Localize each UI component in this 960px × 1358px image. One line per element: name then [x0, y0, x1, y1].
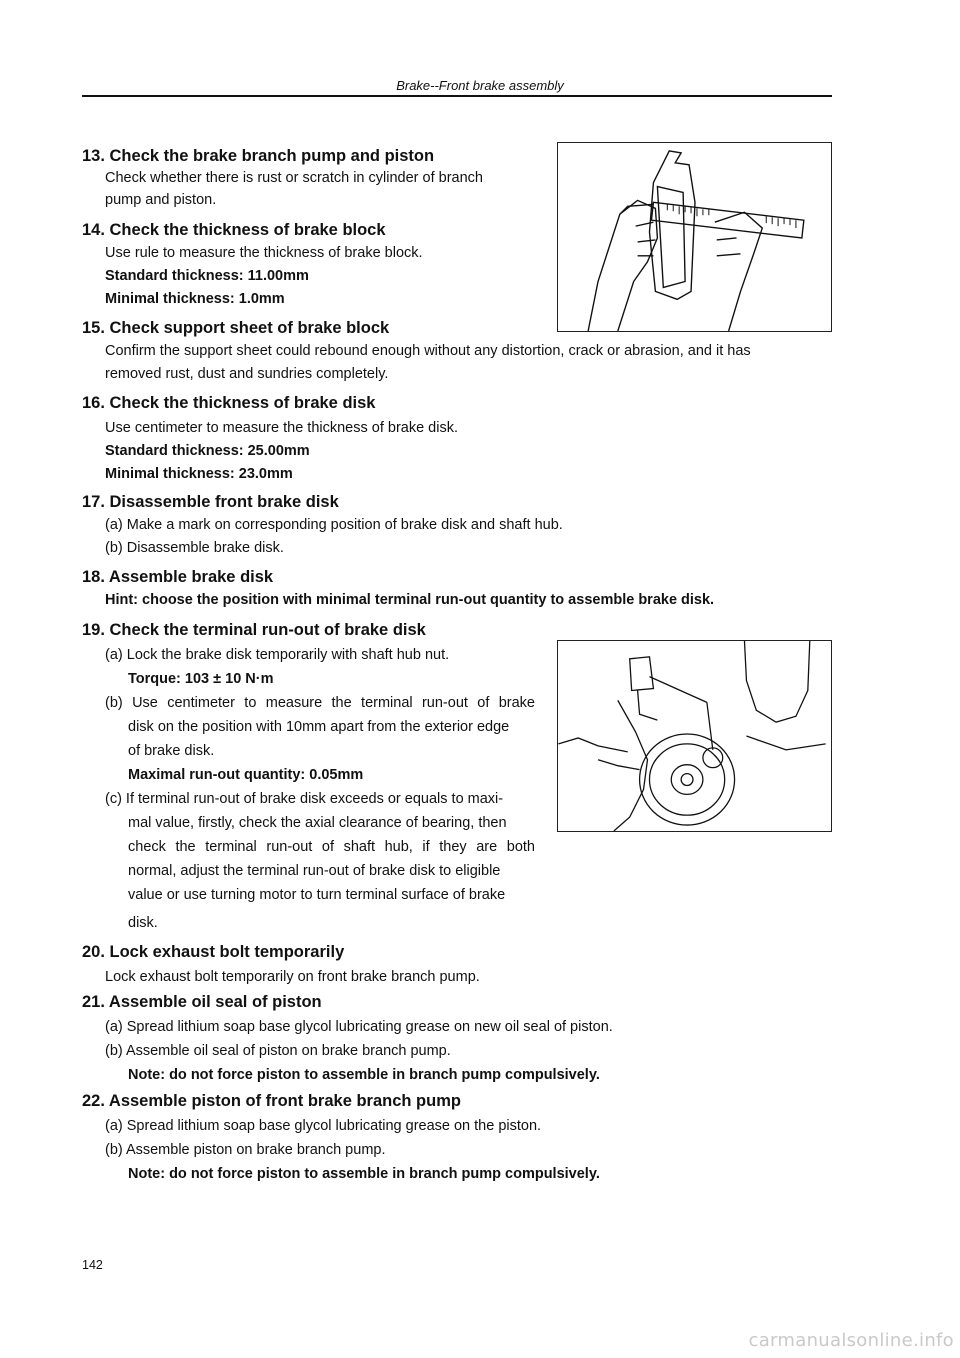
- section-15: [82, 318, 751, 384]
- section-17-line-2: (b) Disassemble brake disk.: [105, 540, 284, 556]
- section-21-heading: 21. Assemble oil seal of piston: [82, 993, 322, 1011]
- section-15-line-2: removed rust, dust and sundries completely.: [105, 366, 389, 382]
- brake-block-measure-figure: [557, 142, 832, 332]
- section-19-line-c2: mal value, firstly, check the axial clearance of bearing, then: [128, 815, 507, 831]
- header-rule: [82, 95, 832, 97]
- section-22-note: Note: do not force piston to assemble in branch pump compulsively.: [128, 1166, 600, 1182]
- section-19-line-c1: (c) If terminal run-out of brake disk exceeds or equals to maxi-: [105, 791, 504, 807]
- page-header-title: Brake--Front brake assembly: [396, 78, 564, 93]
- section-14-standard-thickness: Standard thickness: 11.00mm: [105, 268, 309, 284]
- section-16-heading: 16. Check the thickness of brake disk: [82, 394, 376, 412]
- section-19-heading: 19. Check the terminal run-out of brake disk: [82, 621, 426, 639]
- section-18: [82, 567, 714, 610]
- section-14: [82, 220, 423, 309]
- section-16-standard-thickness: Standard thickness: 25.00mm: [105, 443, 310, 459]
- section-16-line-1: Use centimeter to measure the thickness of brake disk.: [105, 420, 458, 436]
- section-18-hint: Hint: choose the position with minimal terminal run-out quantity to assemble brake disk.: [105, 592, 715, 608]
- section-16: [82, 393, 458, 484]
- section-21-line-a: (a) Spread lithium soap base glycol lubricating grease on new oil seal of piston.: [105, 1019, 613, 1035]
- section-19-line-c5: value or use turning motor to turn terminal surface of brake: [128, 887, 506, 903]
- section-22-line-a: (a) Spread lithium soap base glycol lubricating grease on the piston.: [105, 1118, 542, 1134]
- section-13-heading: 13. Check the brake branch pump and piston: [82, 147, 435, 165]
- section-19-max-runout: Maximal run-out quantity: 0.05mm: [128, 767, 364, 783]
- section-19-line-c3: check the terminal run-out of shaft hub, if they are both: [128, 839, 535, 855]
- section-14-heading: 14. Check the thickness of brake block: [82, 221, 386, 239]
- disk-runout-illustration: [558, 641, 831, 831]
- page-number: 142: [82, 1258, 103, 1272]
- section-14-line-1: Use rule to measure the thickness of brake block.: [105, 245, 423, 261]
- section-19-line-b1: (b) Use centimeter to measure the terminal run-out of brake: [105, 695, 535, 711]
- watermark: carmanualsonline.info: [748, 1330, 954, 1351]
- section-19: [82, 620, 535, 933]
- section-15-heading: 15. Check support sheet of brake block: [82, 319, 390, 337]
- section-16-minimal-thickness: Minimal thickness: 23.0mm: [105, 466, 293, 482]
- section-20-line-1: Lock exhaust bolt temporarily on front brake branch pump.: [105, 969, 480, 985]
- section-19-torque: Torque: 103 ± 10 N·m: [128, 671, 274, 687]
- section-19-line-c6: disk.: [128, 915, 158, 931]
- section-15-line-1: Confirm the support sheet could rebound enough without any distortion, crack or abrasion, and it has: [105, 343, 751, 359]
- section-21-line-b: (b) Assemble oil seal of piston on brake branch pump.: [105, 1043, 451, 1059]
- section-19-line-b2: disk on the position with 10mm apart from the exterior edge: [128, 719, 510, 735]
- section-17: [82, 492, 563, 558]
- section-22: [82, 1091, 600, 1184]
- section-17-line-1: (a) Make a mark on corresponding position of brake disk and shaft hub.: [105, 517, 563, 533]
- section-19-line-b3: of brake disk.: [128, 743, 215, 759]
- section-21-note: Note: do not force piston to assemble in branch pump compulsively.: [128, 1067, 600, 1083]
- section-18-heading: 18. Assemble brake disk: [82, 568, 274, 586]
- section-20: [82, 942, 480, 987]
- section-22-heading: 22. Assemble piston of front brake branch pump: [82, 1092, 461, 1110]
- brake-block-measure-illustration: [558, 143, 831, 331]
- section-13: [82, 146, 483, 210]
- disk-runout-figure: [557, 640, 832, 832]
- section-13-line-1: Check whether there is rust or scratch in cylinder of branch: [105, 170, 483, 186]
- section-19-line-a: (a) Lock the brake disk temporarily with shaft hub nut.: [105, 647, 450, 663]
- section-14-minimal-thickness: Minimal thickness: 1.0mm: [105, 291, 285, 307]
- section-22-line-b: (b) Assemble piston on brake branch pump.: [105, 1142, 386, 1158]
- section-21: [82, 992, 613, 1085]
- section-19-line-c4: normal, adjust the terminal run-out of brake disk to eligible: [128, 863, 501, 879]
- section-13-line-2: pump and piston.: [105, 192, 217, 208]
- section-20-heading: 20. Lock exhaust bolt temporarily: [82, 943, 345, 961]
- section-17-heading: 17. Disassemble front brake disk: [82, 493, 339, 511]
